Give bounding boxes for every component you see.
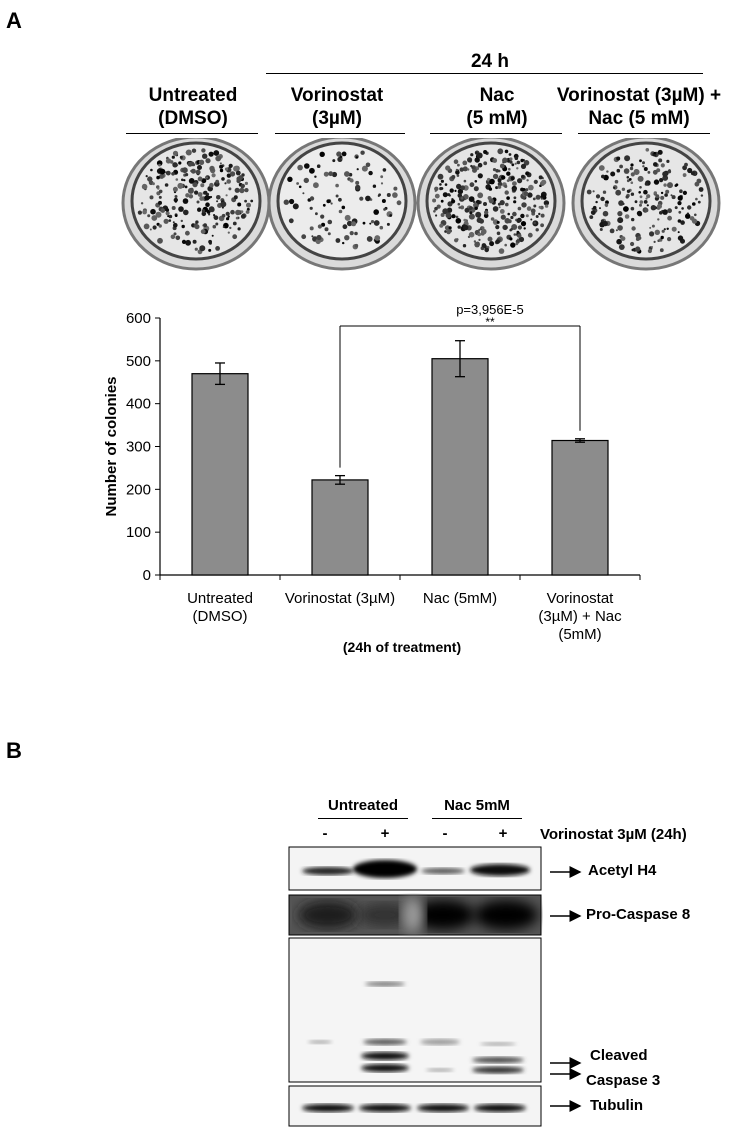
condition-header-2: Vorinostat (3µM) bbox=[290, 85, 384, 129]
blot-pro-caspase-8 bbox=[289, 895, 541, 935]
time-header-underline bbox=[266, 73, 703, 74]
label-tubulin: Tubulin bbox=[590, 1097, 644, 1114]
bar bbox=[192, 374, 248, 575]
y-tick-label: 500 bbox=[125, 352, 151, 370]
p-value-label: p=3,956E-5 bbox=[456, 302, 524, 317]
y-tick-label: 100 bbox=[125, 524, 151, 542]
bar bbox=[552, 441, 608, 575]
bar bbox=[432, 359, 488, 575]
condition-header-4: Vorinostat (3µM) + Nac (5 mM) bbox=[556, 85, 722, 129]
y-axis-label: Number of colonies bbox=[103, 376, 120, 517]
x-axis-label: (24h of treatment) bbox=[342, 639, 462, 655]
x-category-label: Vorinostat bbox=[546, 590, 614, 607]
y-tick-label: 0 bbox=[142, 567, 151, 584]
x-category-label: (3µM) + Nac bbox=[538, 608, 622, 625]
lane-sign-4: + bbox=[498, 825, 508, 842]
plate-untreated bbox=[123, 138, 269, 269]
panel-a-letter: A bbox=[6, 8, 22, 33]
group-label-nac: Nac 5mM bbox=[444, 797, 510, 814]
blot-acetyl-h4 bbox=[289, 847, 541, 890]
x-category-label: Nac (5mM) bbox=[422, 590, 498, 607]
western-blots bbox=[288, 846, 543, 1128]
group-label-untreated: Untreated bbox=[327, 797, 398, 814]
bar bbox=[312, 480, 368, 575]
significance-stars: ** bbox=[485, 315, 495, 329]
label-pro-caspase-8: Pro-Caspase 8 bbox=[586, 906, 691, 923]
treatment-label: Vorinostat 3µM (24h) bbox=[540, 826, 687, 843]
condition-header-1: Untreated (DMSO) bbox=[148, 85, 238, 129]
colony-bar-chart bbox=[0, 290, 735, 670]
lane-sign-1: - bbox=[322, 825, 328, 842]
x-category-label: Vorinostat (3µM) bbox=[284, 590, 396, 607]
x-category-label: (DMSO) bbox=[192, 608, 248, 625]
time-header: 24 h bbox=[470, 51, 510, 72]
colony-plates bbox=[0, 138, 735, 273]
x-category-label: (5mM) bbox=[558, 626, 602, 643]
lane-sign-3: - bbox=[442, 825, 448, 842]
lane-sign-2: + bbox=[380, 825, 390, 842]
plate-vorinostat bbox=[269, 138, 415, 269]
plate-vorinostat-nac bbox=[573, 138, 719, 269]
condition-header-3: Nac (5 mM) bbox=[466, 85, 528, 129]
blot-tubulin bbox=[289, 1086, 541, 1126]
y-tick-label: 400 bbox=[125, 395, 151, 413]
x-category-label: Untreated bbox=[187, 590, 253, 607]
y-tick-label: 200 bbox=[125, 481, 151, 499]
label-acetyl-h4: Acetyl H4 bbox=[588, 862, 657, 879]
label-cleaved: Cleaved bbox=[590, 1047, 648, 1064]
plate-nac bbox=[418, 138, 564, 269]
y-tick-label: 300 bbox=[125, 438, 151, 456]
blot-cleaved-caspase-3 bbox=[289, 938, 541, 1082]
label-caspase-3: Caspase 3 bbox=[586, 1072, 661, 1089]
y-tick-label: 600 bbox=[125, 310, 151, 327]
blot-arrows bbox=[540, 860, 590, 1120]
panel-b-letter: B bbox=[6, 738, 22, 763]
